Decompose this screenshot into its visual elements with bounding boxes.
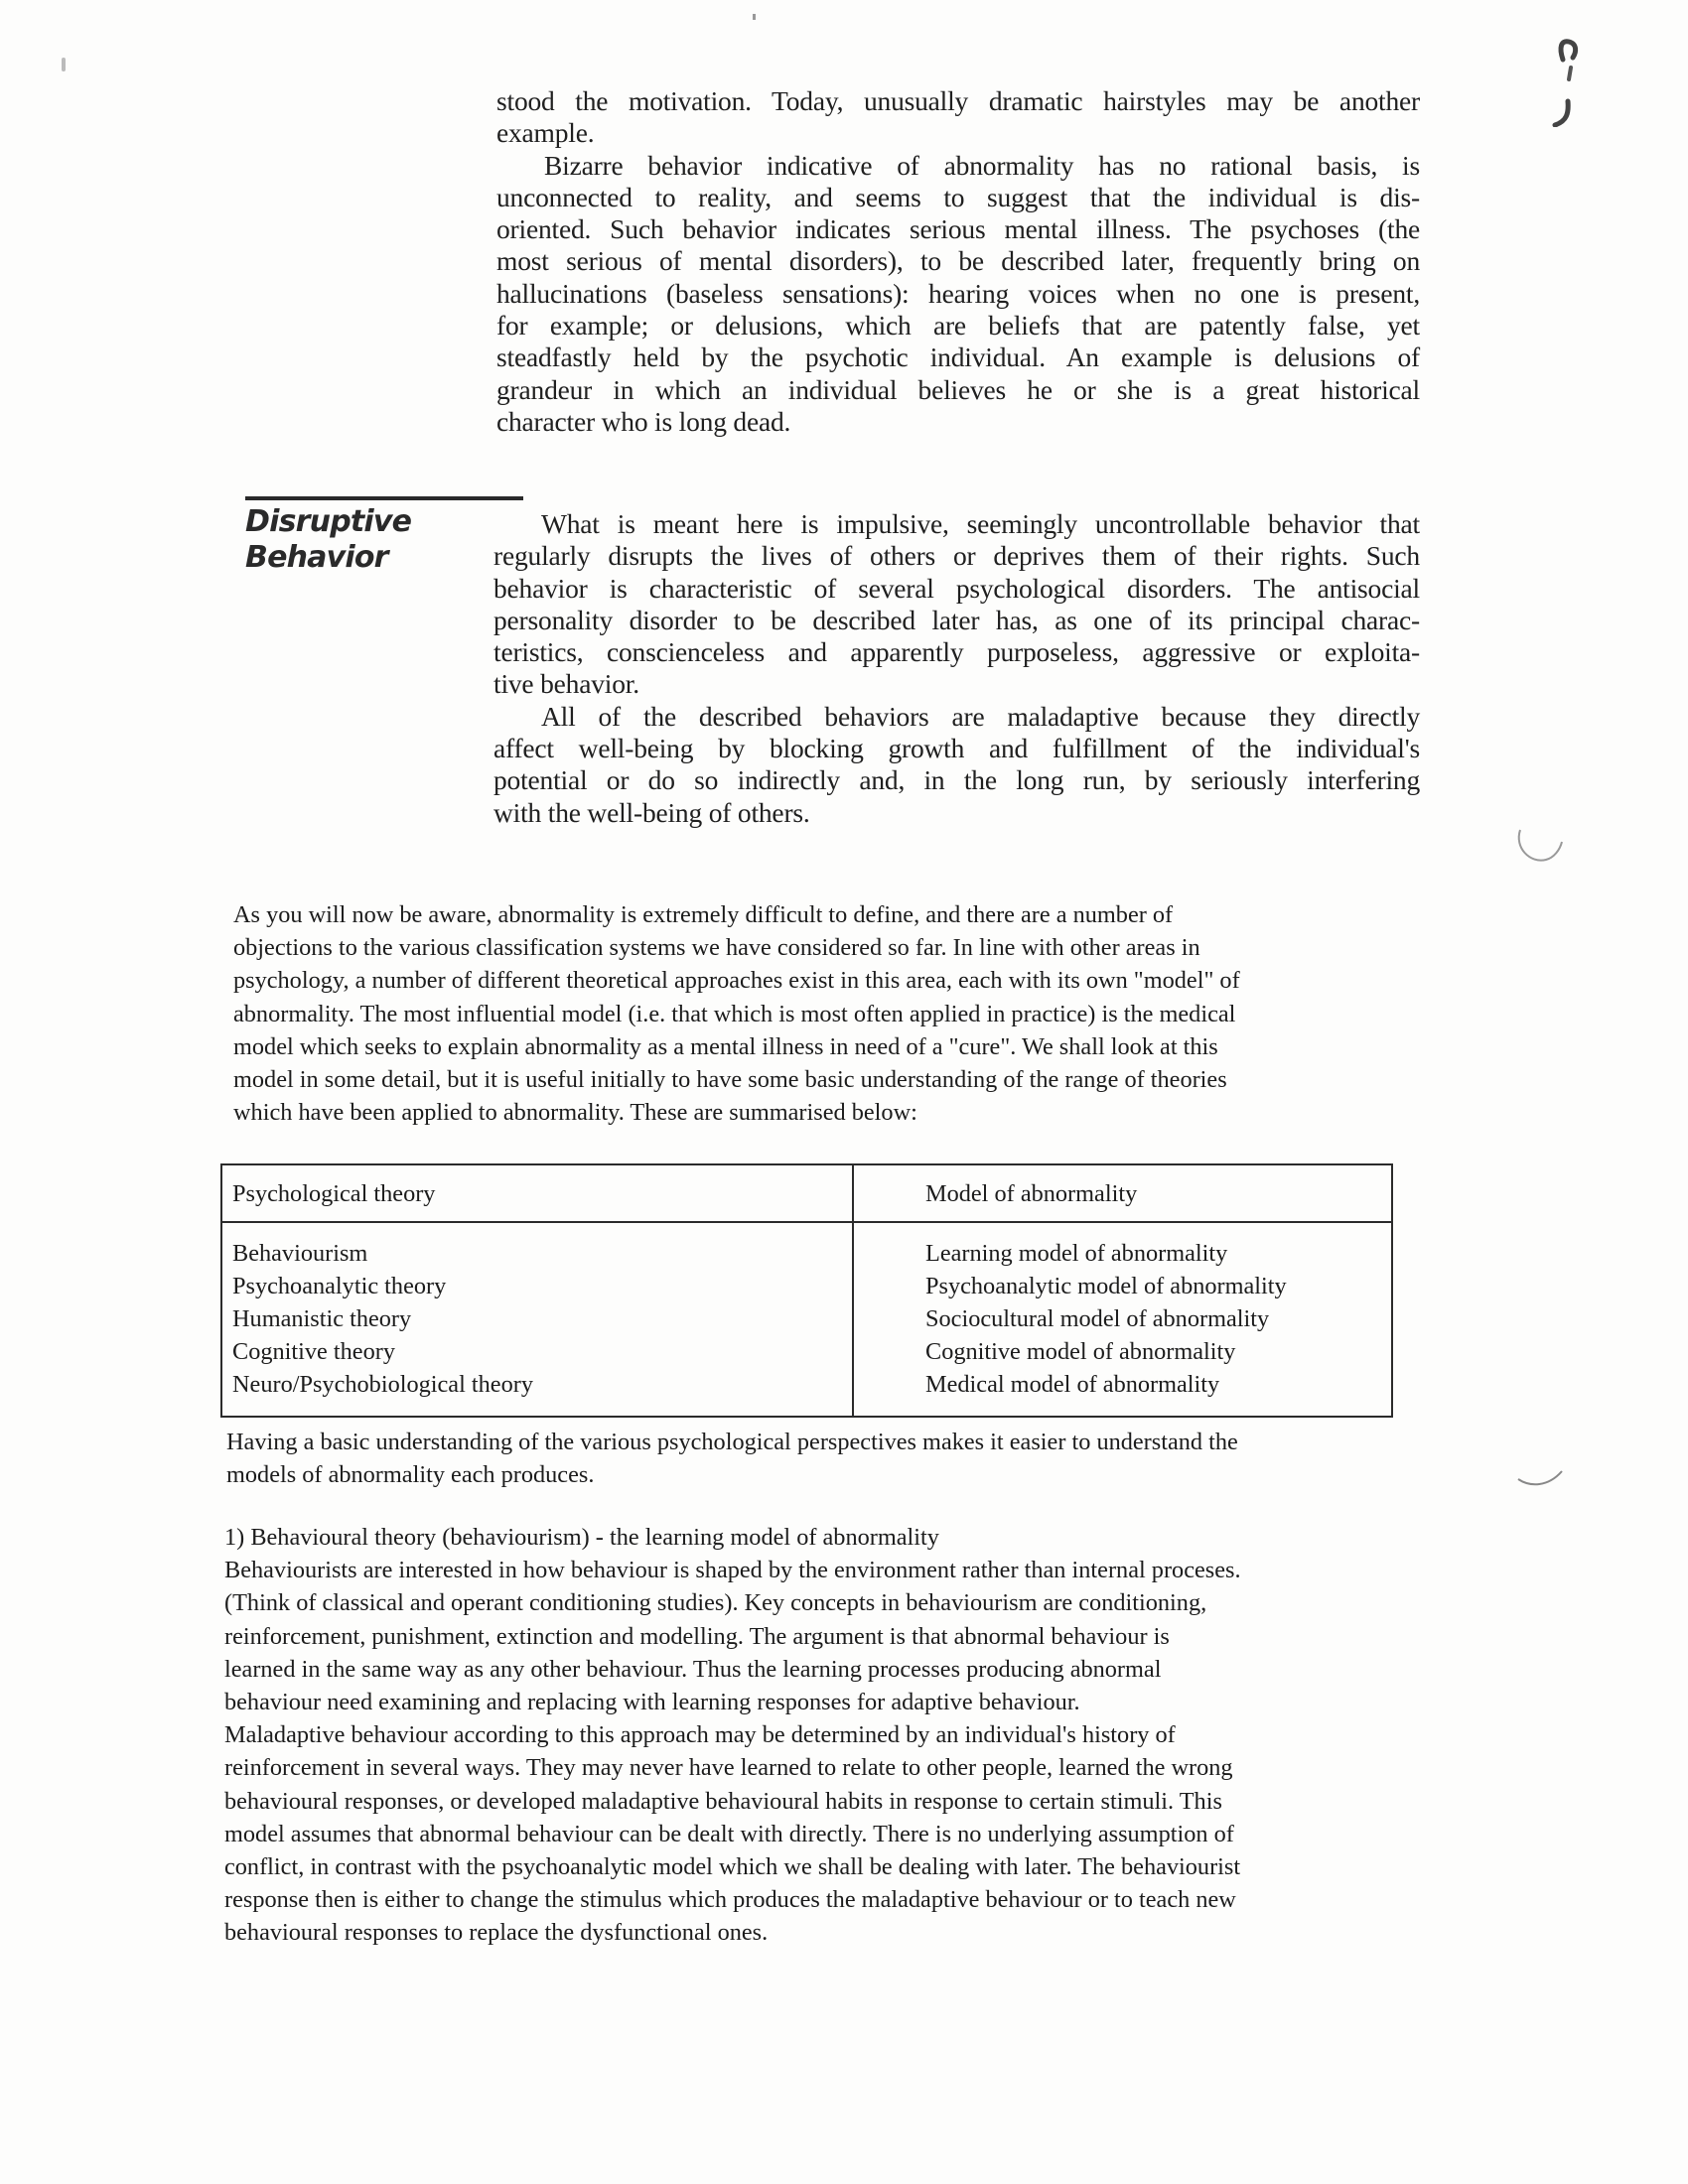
- top-text-block: [496, 85, 1420, 438]
- table-header-row: [221, 1164, 1392, 1222]
- table-row-theory: Psychoanalytic theory: [232, 1273, 447, 1299]
- table-row-model: Cognitive model of abnormality: [925, 1338, 1236, 1365]
- text-line: hallucinations (baseless sensations): hearing voices when no one is present,: [496, 277, 1420, 309]
- text-line: conflict, in contrast with the psychoanalytic model which we shall be dealing with later. The behaviourist: [224, 1853, 1241, 1881]
- text-line: psychology, a number of different theoretical approaches exist in this area, each with its own "model" of: [233, 967, 1240, 995]
- table-row-theory: Cognitive theory: [232, 1338, 395, 1365]
- table-row-theory: Neuro/Psychobiological theory: [232, 1371, 533, 1398]
- section-rule: [245, 496, 523, 500]
- text-line: behaviour need examining and replacing with learning responses for adaptive behaviour.: [224, 1689, 1080, 1716]
- maladaptive-paragraph: [493, 701, 1420, 829]
- text-line: learned in the same way as any other behaviour. Thus the learning processes producing abnormal: [224, 1655, 1162, 1683]
- text-line: behavioural responses to replace the dysfunctional ones.: [224, 1919, 769, 1947]
- continued-paragraph: [496, 85, 1420, 150]
- text-line: response then is either to change the stimulus which produces the maladaptive behaviour or to teach new: [224, 1886, 1236, 1914]
- table-row-theory: Behaviourism: [232, 1240, 368, 1267]
- text-line: character who is long dead.: [496, 405, 791, 437]
- text-line: model which seeks to explain abnormality as a mental illness in need of a "cure". We shall look at this: [233, 1032, 1218, 1060]
- disruptive-paragraph: [493, 508, 1420, 701]
- text-line: oriented. Such behavior indicates serious mental illness. The psychoses (the: [496, 213, 1420, 245]
- table-row-model: Sociocultural model of abnormality: [925, 1305, 1270, 1332]
- hole-punch-mark-icon: [1512, 814, 1568, 870]
- text-line: steadfastly held by the psychotic individual. An example is delusions of: [496, 341, 1420, 373]
- table-row-model: Psychoanalytic model of abnormality: [925, 1273, 1287, 1299]
- text-line: regularly disrupts the lives of others or deprives them of their rights. Such: [493, 540, 1420, 572]
- text-line: models of abnormality each produces.: [226, 1461, 595, 1489]
- heading-line: Behavior: [245, 540, 388, 575]
- scan-speck: [62, 58, 66, 71]
- heading-line: Disruptive: [245, 504, 412, 539]
- disruptive-text-block: [493, 508, 1420, 829]
- table-cell-models: [853, 1222, 1392, 1417]
- column-header-psychological-theory: Psychological theory: [232, 1179, 436, 1207]
- text-line: most serious of mental disorders), to be described later, frequently bring on: [496, 245, 1420, 277]
- table-body-row: [221, 1222, 1392, 1417]
- text-line: stood the motivation. Today, unusually dramatic hairstyles may be another: [496, 85, 1420, 116]
- text-line: behavioural responses, or developed maladaptive behavioural habits in response to certain stimuli. This: [224, 1787, 1222, 1815]
- column-header-model-of-abnormality: Model of abnormality: [925, 1179, 1138, 1207]
- table-row-model: Medical model of abnormality: [925, 1371, 1220, 1398]
- text-line: Maladaptive behaviour according to this approach may be determined by an individual's history of: [224, 1721, 1176, 1749]
- text-line: All of the described behaviors are maladaptive because they directly: [541, 700, 1420, 732]
- text-line: model in some detail, but it is useful initially to have some basic understanding of the range of theories: [233, 1066, 1227, 1094]
- text-line: unconnected to reality, and seems to suggest that the individual is dis-: [496, 181, 1420, 212]
- text-line: potential or do so indirectly and, in the long run, by seriously interfering: [493, 764, 1420, 796]
- text-line: Bizarre behavior indicative of abnormality has no rational basis, is: [544, 149, 1420, 181]
- text-line: tive behavior.: [493, 668, 639, 700]
- table-header-cell: [853, 1164, 1392, 1222]
- text-line: for example; or delusions, which are beliefs that are patently false, yet: [496, 310, 1420, 341]
- text-line: personality disorder to be described later has, as one of its principal charac-: [493, 604, 1420, 635]
- table-row-model: Learning model of abnormality: [925, 1240, 1228, 1267]
- table-row-theory: Humanistic theory: [232, 1305, 412, 1332]
- text-line: abnormality. The most influential model (i.e. that which is most often applied in practice) is the medical: [233, 1000, 1236, 1027]
- intro-paragraph: [233, 898, 1415, 1129]
- section-heading-disruptive-behavior: [245, 504, 411, 576]
- scan-speck: [753, 14, 756, 20]
- text-line: behavior is characteristic of several psychological disorders. The antisocial: [493, 572, 1420, 604]
- bizarre-behavior-paragraph: [496, 150, 1420, 439]
- after-table-paragraph: [226, 1426, 1418, 1491]
- text-line: which have been applied to abnormality. These are summarised below:: [233, 1099, 917, 1127]
- text-line: What is meant here is impulsive, seemingly uncontrollable behavior that: [541, 508, 1420, 539]
- table-header-cell: [221, 1164, 853, 1222]
- text-line: example.: [496, 117, 595, 149]
- hole-punch-mark-icon: [1512, 1449, 1568, 1489]
- text-line: teristics, conscienceless and apparently purposeless, aggressive or exploita-: [493, 636, 1420, 668]
- text-line: Behaviourists are interested in how behaviour is shaped by the environment rather than internal proceses.: [224, 1557, 1241, 1584]
- text-line: grandeur in which an individual believes he or she is a great historical: [496, 373, 1420, 405]
- section-title: 1) Behavioural theory (behaviourism) - the learning model of abnormality: [224, 1524, 939, 1551]
- theory-model-table: [220, 1163, 1393, 1418]
- text-line: objections to the various classification systems we have considered so far. In line with other areas in: [233, 934, 1200, 962]
- text-line: As you will now be aware, abnormality is extremely difficult to define, and there are a number of: [233, 901, 1174, 928]
- text-line: Having a basic understanding of the various psychological perspectives makes it easier to understand the: [226, 1429, 1238, 1455]
- text-line: (Think of classical and operant conditioning studies). Key concepts in behaviourism are conditioning,: [224, 1589, 1207, 1617]
- section-behavioural-theory: [224, 1521, 1416, 1950]
- text-line: model assumes that abnormal behaviour can be dealt with directly. There is no underlying assumption of: [224, 1820, 1234, 1847]
- text-line: reinforcement in several ways. They may never have learned to relate to other people, learned the wrong: [224, 1754, 1233, 1782]
- table-cell-theories: [221, 1222, 853, 1417]
- text-line: affect well-being by blocking growth and fulfillment of the individual's: [493, 733, 1420, 764]
- text-line: with the well-being of others.: [493, 796, 810, 828]
- text-line: reinforcement, punishment, extinction and modelling. The argument is that abnormal behaviour is: [224, 1622, 1170, 1650]
- handwritten-mark-icon: [1549, 18, 1589, 127]
